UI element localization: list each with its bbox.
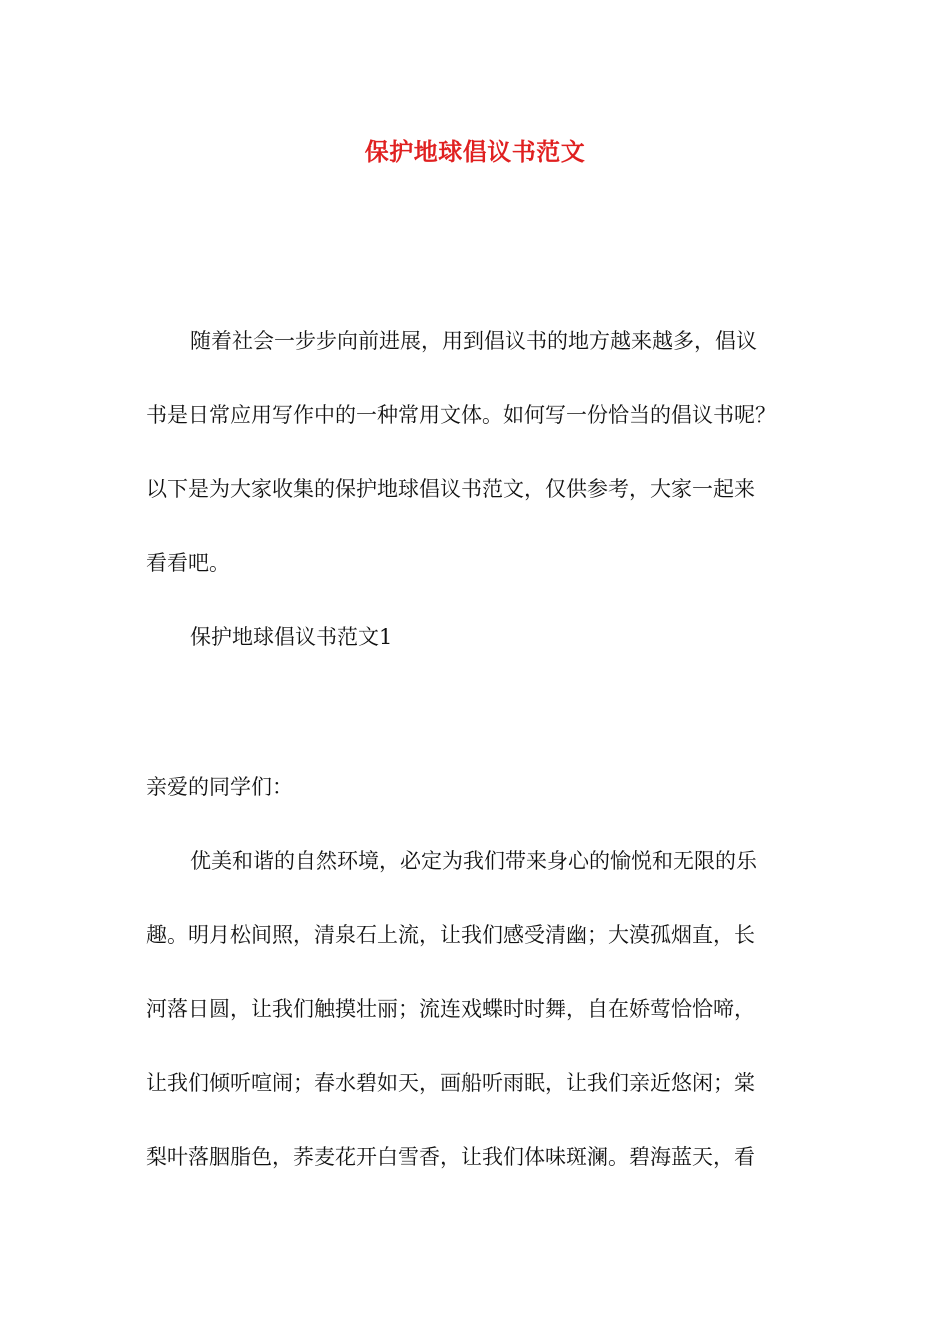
- body-line-1: 优美和谐的自然环境，必定为我们带来身心的愉悦和无限的乐: [190, 849, 757, 873]
- intro-line-3: 以下是为大家收集的保护地球倡议书范文，仅供参考，大家一起来: [146, 477, 755, 501]
- document-title: 保护地球倡议书范文: [364, 137, 586, 166]
- section-heading: 保护地球倡议书范文1: [190, 625, 393, 649]
- body-line-5: 梨叶落胭脂色，荞麦花开白雪香，让我们体味斑澜。碧海蓝天，看: [146, 1145, 755, 1169]
- intro-line-2: 书是日常应用写作中的一种常用文体。如何写一份恰当的倡议书呢？: [146, 403, 776, 427]
- salutation: 亲爱的同学们：: [146, 775, 293, 799]
- body-line-3: 河落日圆，让我们触摸壮丽；流连戏蝶时时舞，自在娇莺恰恰啼，: [146, 997, 755, 1021]
- body-line-2: 趣。明月松间照，清泉石上流，让我们感受清幽；大漠孤烟直，长: [146, 923, 755, 947]
- body-line-4: 让我们倾听喧闹；春水碧如天，画船听雨眠，让我们亲近悠闲；棠: [146, 1071, 755, 1095]
- intro-line-4: 看看吧。: [146, 551, 230, 575]
- intro-line-1: 随着社会一步步向前进展，用到倡议书的地方越来越多，倡议: [190, 329, 757, 353]
